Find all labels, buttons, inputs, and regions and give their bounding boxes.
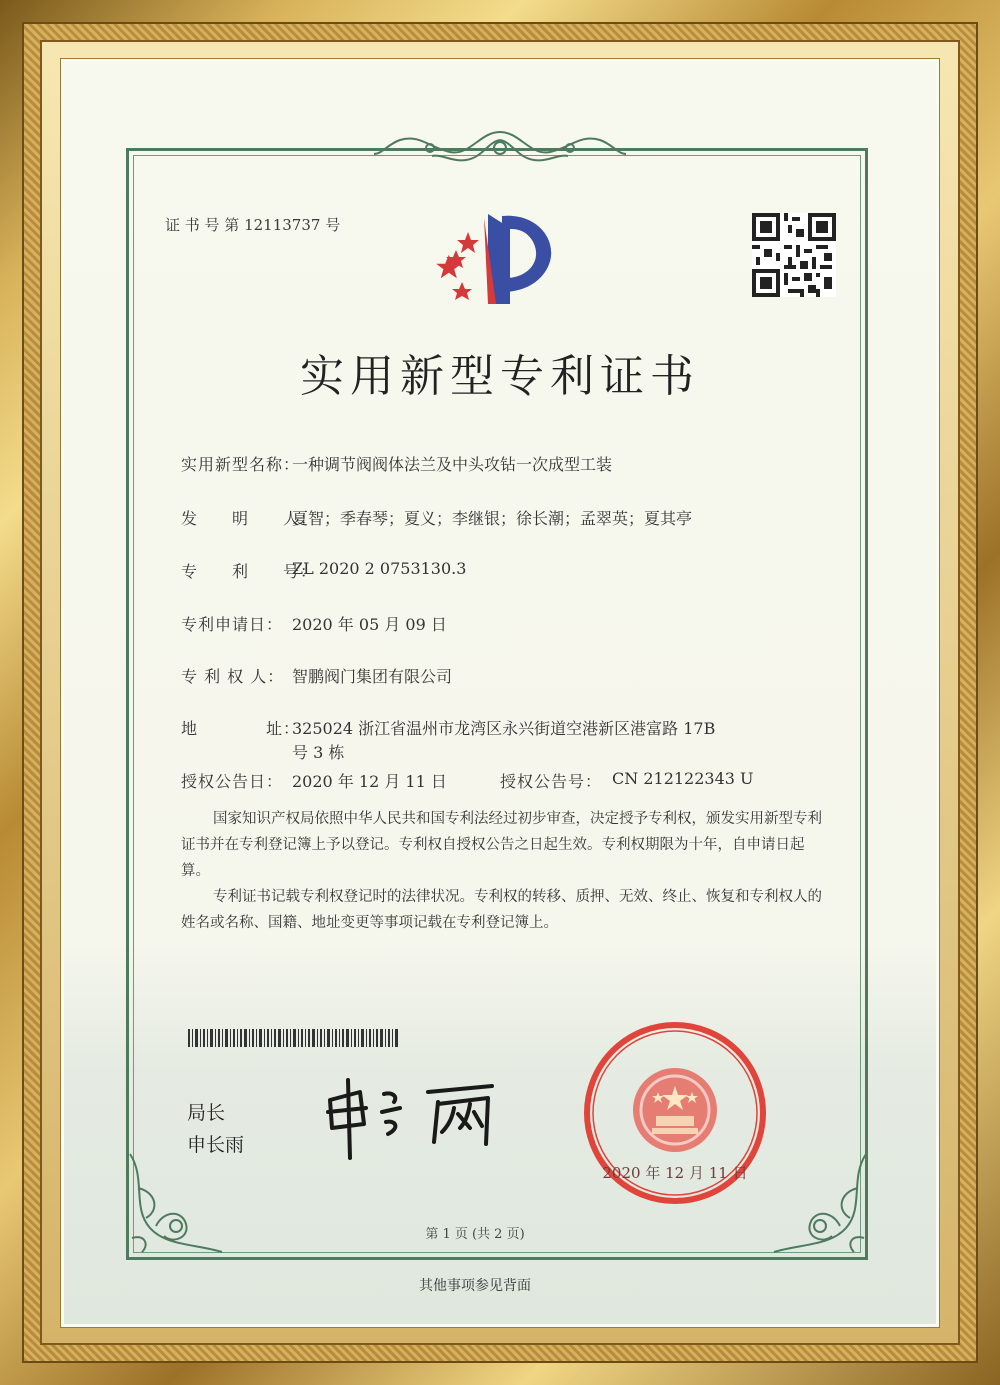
official-seal-icon — [580, 1018, 770, 1208]
application-date-label: 专利申请日： — [181, 615, 284, 634]
inventor-label: 发 明 人： — [181, 509, 318, 528]
utility-model-name-value: 一种调节阀阀体法兰及中头攻钻一次成型工装 — [292, 455, 613, 474]
patent-holder-label: 专 利 权 人： — [181, 667, 285, 686]
barcode-icon — [188, 1029, 400, 1047]
top-ornament-icon — [370, 126, 630, 170]
address-line-2: 号 3 栋 — [292, 743, 345, 762]
handwritten-signature-icon — [320, 1072, 510, 1162]
patent-office-logo-icon — [432, 208, 564, 312]
grant-number-value: CN 212122343 U — [612, 769, 754, 788]
utility-model-name-label: 实用新型名称： — [181, 455, 301, 474]
application-date-value: 2020 年 05 月 09 日 — [292, 615, 447, 634]
patent-holder-value: 智鹏阀门集团有限公司 — [292, 667, 453, 686]
statement-paragraph-2: 专利证书记载专利权登记时的法律状况。专利权的转移、质押、无效、终止、恢复和专利权人的姓名或名称、国籍、地址变更等事项记载在专利登记簿上。 — [181, 889, 822, 931]
inventor-value: 夏智；季春琴；夏义；李继银；徐长潮；孟翠英；夏其亭 — [292, 509, 693, 528]
qr-code-icon — [752, 213, 836, 297]
grant-number-label: 授权公告号： — [500, 772, 603, 791]
seal-date: 2020 年 12 月 11 日 — [602, 1164, 748, 1182]
address-label: 地 址： — [181, 719, 301, 738]
certificate-title: 实用新型专利证书 — [300, 351, 700, 402]
patent-number-label: 专 利 号： — [181, 562, 318, 581]
back-note: 其他事项参见背面 — [419, 1278, 531, 1294]
address-line-1: 325024 浙江省温州市龙湾区永兴街道空港新区港富路 17B — [292, 719, 716, 738]
director-title: 局长 — [187, 1102, 226, 1124]
grant-date-label: 授权公告日： — [181, 772, 284, 791]
grant-date-value: 2020 年 12 月 11 日 — [292, 772, 447, 791]
patent-number-value: ZL 2020 2 0753130.3 — [292, 559, 467, 578]
statement-paragraph-1: 国家知识产权局依照中华人民共和国专利法经过初步审查，决定授予专利权，颁发实用新型专利证书并在专利登记簿上予以登记。专利权自授权公告之日起生效。专利权期限为十年，自申请日起算。 — [181, 811, 822, 879]
certificate-number: 证 书 号 第 12113737 号 — [165, 216, 341, 234]
director-name: 申长雨 — [187, 1134, 245, 1156]
page-indicator: 第 1 页 (共 2 页) — [425, 1227, 525, 1242]
